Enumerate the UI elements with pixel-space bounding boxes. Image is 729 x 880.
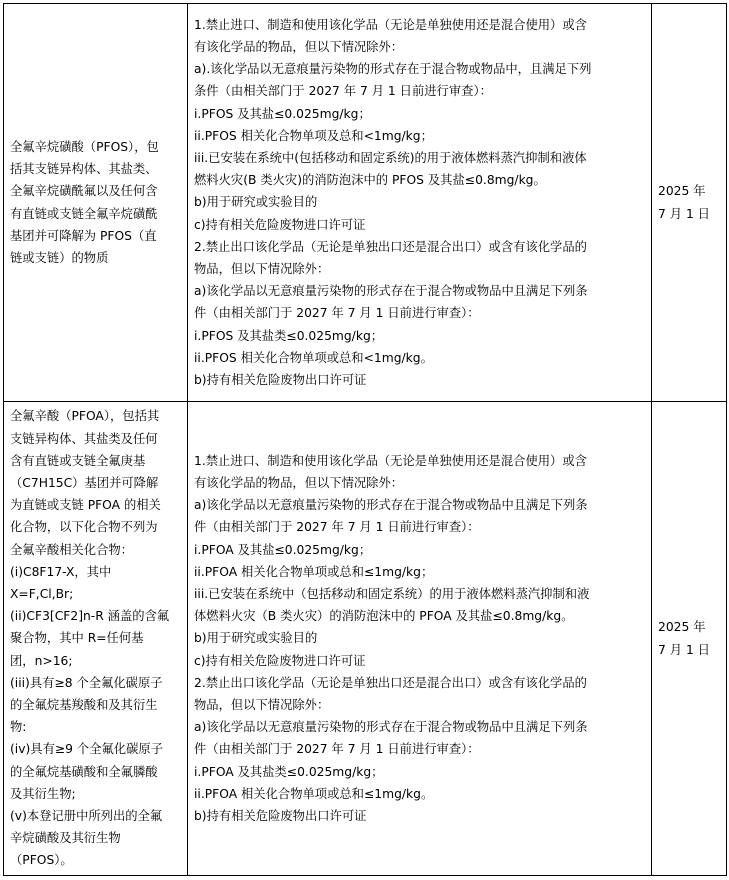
text-line: a)该化学品以无意痕量污染物的形式存在于混合物或物品中且满足下列条 bbox=[194, 720, 588, 735]
substance-text bbox=[10, 405, 181, 871]
text-line: 基团并可降解为 PFOS（直 bbox=[10, 228, 157, 243]
effective-date bbox=[658, 616, 720, 660]
regulation-table bbox=[3, 3, 727, 876]
text-line: a).该化学品以无意痕量污染物的形式存在于混合物或物品中，且满足下列 bbox=[194, 62, 592, 77]
text-line: b)持有相关危险废物出口许可证 bbox=[194, 373, 367, 388]
text-line: X=F,Cl,Br; bbox=[10, 586, 74, 601]
text-line: b)用于研究或实验目的 bbox=[194, 631, 318, 646]
text-line: (iv)具有≥9 个全氟化碳原子 bbox=[10, 742, 163, 757]
requirement-cell bbox=[188, 4, 652, 402]
requirement-cell bbox=[188, 402, 652, 876]
text-line: b)持有相关危险废物出口许可证 bbox=[194, 809, 367, 824]
text-line: (iii)具有≥8 个全氟化碳原子 bbox=[10, 675, 163, 690]
text-line: 物品，但以下情况除外： bbox=[194, 262, 330, 276]
text-line: 2.禁止出口该化学品（无论是单独出口还是混合出口）或含有该化学品的 bbox=[194, 675, 587, 690]
text-line: 条件（由相关部门于 2027 年 7 月 1 日前进行审查）： bbox=[194, 84, 492, 99]
text-line: c)持有相关危险废物进口许可证 bbox=[194, 217, 366, 232]
text-line: 燃料火灾(B 类火灾)的消防泡沫中的 PFOS 及其盐≤0.8mg/kg。 bbox=[194, 173, 546, 188]
text-line: 1.禁止进口、制造和使用该化学品（无论是单独使用还是混合使用）或含 bbox=[194, 453, 587, 468]
requirement-text bbox=[194, 450, 645, 827]
text-line: a)该化学品以无意痕量污染物的形式存在于混合物或物品中且满足下列条 bbox=[194, 284, 588, 299]
text-line: 有直链或支链全氟辛烷磺酰 bbox=[10, 206, 158, 221]
text-line: 及其衍生物; bbox=[10, 786, 76, 801]
text-line: （PFOS）。 bbox=[10, 853, 73, 868]
text-line: ii.PFOA 相关化合物单项或总和≤1mg/kg。 bbox=[194, 786, 434, 801]
text-line: 1.禁止进口、制造和使用该化学品（无论是单独使用还是混合使用）或含 bbox=[194, 17, 587, 32]
substance-cell bbox=[4, 402, 188, 876]
effective-date bbox=[658, 180, 720, 224]
text-line: ii.PFOA 相关化合物单项或总和≤1mg/kg； bbox=[194, 564, 434, 579]
effective-date-cell bbox=[652, 4, 727, 402]
text-line: 全氟辛酸（PFOA），包括其 bbox=[10, 409, 160, 424]
requirement-text bbox=[194, 14, 645, 391]
text-line: 化合物，以下化合物不列为 bbox=[10, 520, 158, 535]
text-line: 有该化学品的物品，但以下情况除外： bbox=[194, 39, 404, 54]
text-line: 2025 年 bbox=[658, 184, 706, 199]
text-line: 的全氟烷基羧酸和及其衍生 bbox=[10, 698, 158, 712]
substance-text bbox=[10, 136, 181, 269]
text-line: 件（由相关部门于 2027 年 7 月 1 日前进行审查）： bbox=[194, 306, 480, 321]
text-line: 物品，但以下情况除外： bbox=[194, 698, 330, 712]
text-line: 有该化学品的物品，但以下情况除外： bbox=[194, 475, 404, 490]
text-line: 为直链或支链 PFOA 的相关 bbox=[10, 498, 161, 513]
text-line: iii.已安装在系统中（包括移动和固定系统）的用于液体燃料蒸汽抑制和液 bbox=[194, 586, 590, 601]
text-line: i.PFOS 及其盐≤0.025mg/kg； bbox=[194, 106, 371, 121]
text-line: 全氟辛烷磺酸（PFOS），包 bbox=[10, 139, 159, 154]
text-line: （C7H15C）基团并可降解 bbox=[10, 475, 159, 490]
text-line: 含有直链或支链全氟庚基 bbox=[10, 453, 146, 468]
text-line: iii.已安装在系统中(包括移动和固定系统)的用于液体燃料蒸汽抑制和液体 bbox=[194, 150, 587, 165]
text-line: (v)本登记册中所列出的全氟 bbox=[10, 809, 163, 824]
text-line: ii.PFOS 相关化合物单项及总和<1mg/kg； bbox=[194, 128, 433, 143]
text-line: 2.禁止出口该化学品（无论是单独出口还是混合出口）或含有该化学品的 bbox=[194, 239, 587, 254]
text-line: c)持有相关危险废物进口许可证 bbox=[194, 653, 366, 668]
substance-cell bbox=[4, 4, 188, 402]
table-row-pfoa bbox=[4, 402, 727, 876]
text-line: i.PFOA 及其盐≤0.025mg/kg； bbox=[194, 542, 372, 557]
text-line: 2025 年 bbox=[658, 620, 706, 635]
text-line: 物: bbox=[10, 720, 27, 735]
text-line: a)该化学品以无意痕量污染物的形式存在于混合物或物品中且满足下列条 bbox=[194, 498, 588, 513]
text-line: 辛烷磺酸及其衍生物 bbox=[10, 831, 121, 846]
text-line: i.PFOA 及其盐类≤0.025mg/kg； bbox=[194, 764, 384, 779]
text-line: 的全氟烷基磺酸和全氟膦酸 bbox=[10, 764, 158, 779]
text-line: (ii)CF3[CF2]n-R 涵盖的含氟 bbox=[10, 609, 170, 624]
text-line: 7 月 1 日 bbox=[658, 206, 710, 221]
text-line: 件（由相关部门于 2027 年 7 月 1 日前进行审查）： bbox=[194, 520, 480, 535]
text-line: 链或支链）的物质 bbox=[10, 250, 109, 265]
table-row-pfos bbox=[4, 4, 727, 402]
text-line: (i)C8F17-X，其中 bbox=[10, 564, 112, 579]
text-line: i.PFOS 及其盐类≤0.025mg/kg； bbox=[194, 328, 384, 343]
text-line: 7 月 1 日 bbox=[658, 642, 710, 657]
text-line: 件（由相关部门于 2027 年 7 月 1 日前进行审查）： bbox=[194, 742, 480, 757]
text-line: 全氟辛烷磺酰氟以及任何含 bbox=[10, 184, 158, 199]
text-line: b)用于研究或实验目的 bbox=[194, 195, 318, 210]
text-line: 括其支链异构体、其盐类、 bbox=[10, 162, 158, 177]
text-line: 体燃料火灾（B 类火灾）的消防泡沫中的 PFOA 及其盐≤0.8mg/kg。 bbox=[194, 609, 574, 624]
text-line: 团，n>16; bbox=[10, 653, 73, 668]
text-line: 全氟辛酸相关化合物： bbox=[10, 542, 133, 557]
effective-date-cell bbox=[652, 402, 727, 876]
text-line: 聚合物，其中 R=任何基 bbox=[10, 631, 144, 646]
text-line: ii.PFOS 相关化合物单项或总和<1mg/kg。 bbox=[194, 350, 433, 365]
text-line: 支链异构体、其盐类及任何 bbox=[10, 431, 158, 446]
